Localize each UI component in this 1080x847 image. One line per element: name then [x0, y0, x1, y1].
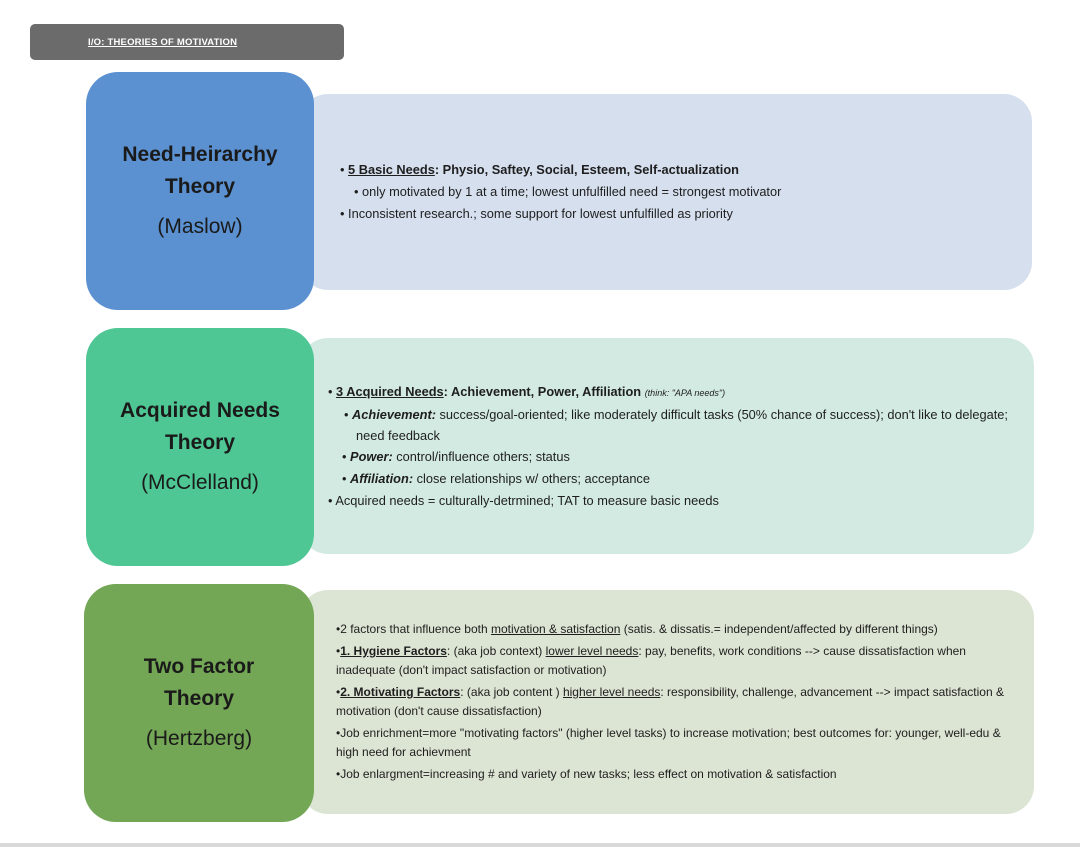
page-title-tag	[30, 24, 344, 60]
achievement-label: Achievement:	[352, 406, 436, 422]
two-factor-emphasis: motivation & satisfaction	[490, 622, 621, 636]
theory-title-line2: Theory	[163, 687, 234, 710]
bullet-line: • Power: control/influence others; status	[342, 448, 570, 464]
theory-title-line1: Two Factor	[143, 655, 255, 678]
bullet-line: •Job enrichment=more "motivating factors" (higher level tasks) to increase motivation; best outcomes for: younger, well-edu & high need for achievment	[336, 726, 1001, 759]
theory-author: (Hertzberg)	[145, 727, 253, 750]
bullet-line: • 3 Acquired Needs: Achievement, Power, Affiliation (think: "APA needs")	[328, 383, 726, 399]
bullet-line: •1. Hygiene Factors: (aka job context) lower level needs: pay, benefits, work conditions --> cause dissatisfaction when inadequate (don't impact satisfaction or motivation)	[336, 644, 966, 677]
affiliation-label: Affiliation:	[350, 470, 414, 486]
mcclelland-content-panel	[300, 338, 1034, 554]
bullet-line: •Job enlargment=increasing # and variety of new tasks; less effect on motivation & satisfaction	[336, 767, 837, 781]
hygiene-label: 1. Hygiene Factors	[340, 644, 447, 658]
page-title: I/O: THEORIES OF MOTIVATION	[88, 36, 238, 48]
basic-needs-list: : Physio, Saftey, Social, Esteem, Self-actualization	[434, 162, 739, 177]
two-factor-intro: 2 factors that influence both	[340, 622, 491, 636]
theory-author: (McClelland)	[141, 471, 259, 494]
acquired-needs-label: 3 Acquired Needs	[336, 383, 444, 399]
motivating-context: : (aka job content )	[460, 685, 563, 699]
maslow-detail: only motivated by 1 at a time; lowest unfulfilled need = strongest motivator	[362, 184, 782, 199]
basic-needs-label: 5 Basic Needs	[348, 162, 435, 177]
apa-note: (think: "APA needs")	[644, 387, 726, 398]
hertzberg-label-box	[84, 584, 314, 822]
motivating-level: higher level needs	[562, 685, 661, 699]
power-label: Power:	[350, 448, 393, 464]
motivating-label: 2. Motivating Factors	[340, 685, 461, 699]
hertzberg-content-panel	[300, 590, 1034, 814]
bullet-line: • Affiliation: close relationships w/ others; acceptance	[342, 470, 650, 486]
bullet-line: • Acquired needs = culturally-detrmined; TAT to measure basic needs	[328, 492, 719, 508]
bullet-line: • Achievement: success/goal-oriented; like moderately difficult tasks (50% chance of success); don't like to delegate; need feedback	[344, 406, 1008, 443]
bullet-line: • Inconsistent research.; some support for lowest unfulfilled as priority	[340, 206, 733, 221]
bullet-line: • 5 Basic Needs: Physio, Saftey, Social, Esteem, Self-actualization	[340, 162, 739, 177]
maslow-label-box	[86, 72, 314, 310]
acquired-needs-list: : Achievement, Power, Affiliation	[443, 383, 642, 399]
bottom-divider	[0, 843, 1080, 847]
hygiene-context: : (aka job context)	[446, 644, 546, 658]
two-factor-intro-rest: (satis. & dissatis.= independent/affected by different things)	[620, 622, 938, 636]
maslow-research: Inconsistent research.; some support for lowest unfulfilled as priority	[348, 206, 733, 221]
hygiene-level: lower level needs	[545, 644, 639, 658]
power-desc: control/influence others; status	[392, 448, 570, 464]
theory-author: (Maslow)	[157, 215, 243, 238]
acquired-needs-note: Acquired needs = culturally-detrmined; TAT to measure basic needs	[335, 492, 719, 508]
motivating-desc: : responsibility, challenge, advancement --> impact satisfaction & motivation (don't cause dissatisfaction)	[336, 685, 1004, 718]
mcclelland-label-box	[86, 328, 314, 566]
theory-title-line1: Acquired Needs	[120, 399, 280, 422]
bullet-line: • only motivated by 1 at a time; lowest unfulfilled need = strongest motivator	[354, 184, 782, 199]
bullet-line: •2 factors that influence both motivation & satisfaction (satis. & dissatis.= independent/affected by different things)	[336, 622, 938, 636]
theory-title-line1: Need-Heirarchy	[122, 143, 278, 166]
hygiene-desc: : pay, benefits, work conditions --> cause dissatisfaction when inadequate (don't impact satisfaction or motivation)	[336, 644, 966, 677]
affiliation-desc: close relationships w/ others; acceptance	[413, 470, 650, 486]
job-enrichment: Job enrichment=more "motivating factors" (higher level tasks) to increase motivation; best outcomes for: younger, well-edu & high need for achievment	[336, 726, 1001, 759]
bullet-line: •2. Motivating Factors: (aka job content ) higher level needs: responsibility, challenge, advancement --> impact satisfaction & motivation (don't cause dissatisfaction)	[336, 685, 1004, 718]
theory-title-line2: Theory	[164, 175, 235, 198]
achievement-desc: success/goal-oriented; like moderately difficult tasks (50% chance of success); don't like to delegate; need feedback	[356, 406, 1008, 443]
theory-title-line2: Theory	[164, 431, 235, 454]
job-enlargement: Job enlargment=increasing # and variety of new tasks; less effect on motivation & satisfaction	[340, 767, 837, 781]
maslow-content-panel	[300, 94, 1032, 290]
